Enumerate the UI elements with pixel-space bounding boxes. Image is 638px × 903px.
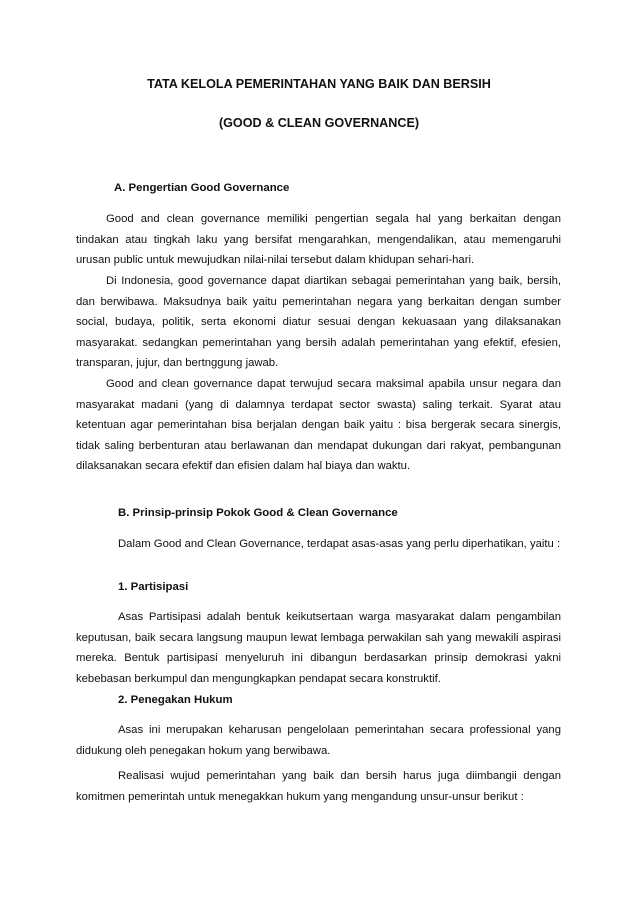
item-2-heading: 2. Penegakan Hukum: [118, 694, 233, 706]
item-2-paragraph-2: Realisasi wujud pemerintahan yang baik dan bersih harus juga diimbangii dengan komitmen pemerintah untuk menegakkan hukum yang mengandung unsur-unsur berikut :: [76, 770, 561, 803]
section-a-paragraph-2: Di Indonesia, good governance dapat diartikan sebagai pemerintahan yang baik, bersih, dan berwibawa. Maksudnya baik yaitu pemerintahan negara yang berkaitan dengan sumber social, budaya, politik, serta ekonomi diatur sesuai dengan kekuasaan yang dilaksanakan masyarakat. sedangkan pemerintahan yang bersih adalah pemerintahan yang efektif, efesien, transparan, jujur, dan bertnggung jawab.: [76, 275, 561, 369]
item-1-heading: 1. Partisipasi: [118, 581, 189, 593]
section-a-paragraph-1: Good and clean governance memiliki pengertian segala hal yang berkaitan dengan tindakan atau tingkah laku yang bersifat mengarahkan, mengendalikan, atau memengaruhi urusan public untuk mewujudkan nilai-nilai tersebut dalam khidupan sehari-hari.: [76, 213, 561, 266]
section-b-intro: Dalam Good and Clean Governance, terdapat asas-asas yang perlu diperhatikan, yaitu :: [118, 538, 561, 550]
document-subtitle: (GOOD & CLEAN GOVERNANCE): [218, 116, 420, 130]
section-a-heading: A. Pengertian Good Governance: [114, 182, 290, 194]
section-b-heading: B. Prinsip-prinsip Pokok Good & Clean Governance: [118, 507, 398, 519]
section-a-paragraph-3: Good and clean governance dapat terwujud secara maksimal apabila unsur negara dan masyarakat madani (yang di dalamnya terdapat sector swasta) saling terkait. Syarat atau ketentuan agar pemerintahan bisa berjalan dengan baik yaitu : bisa bergerak secara sinergis, tidak saling berbenturan atau berlawanan dan mendapat dukungan dari rakyat, pembangunan dilaksanakan secara efektif dan efisien dalam hal biaya dan waktu.: [76, 378, 561, 472]
item-1-paragraph-1: Asas Partisipasi adalah bentuk keikutsertaan warga masyarakat dalam pengambilan keputusan, baik secara langsung maupun lewat lembaga perwakilan sah yang mewakili aspirasi mereka. Bentuk partisipasi menyeluruh ini dibangun berdasarkan prinsip demokrasi yakni kebebasan berkumpul dan mengungkapkan pendapat secara konstruktif.: [76, 611, 561, 685]
item-2-paragraph-1: Asas ini merupakan keharusan pengelolaan pemerintahan secara professional yang didukung oleh penegakan hokum yang berwibawa.: [76, 724, 561, 757]
document-title: TATA KELOLA PEMERINTAHAN YANG BAIK DAN BERSIH: [147, 77, 491, 91]
